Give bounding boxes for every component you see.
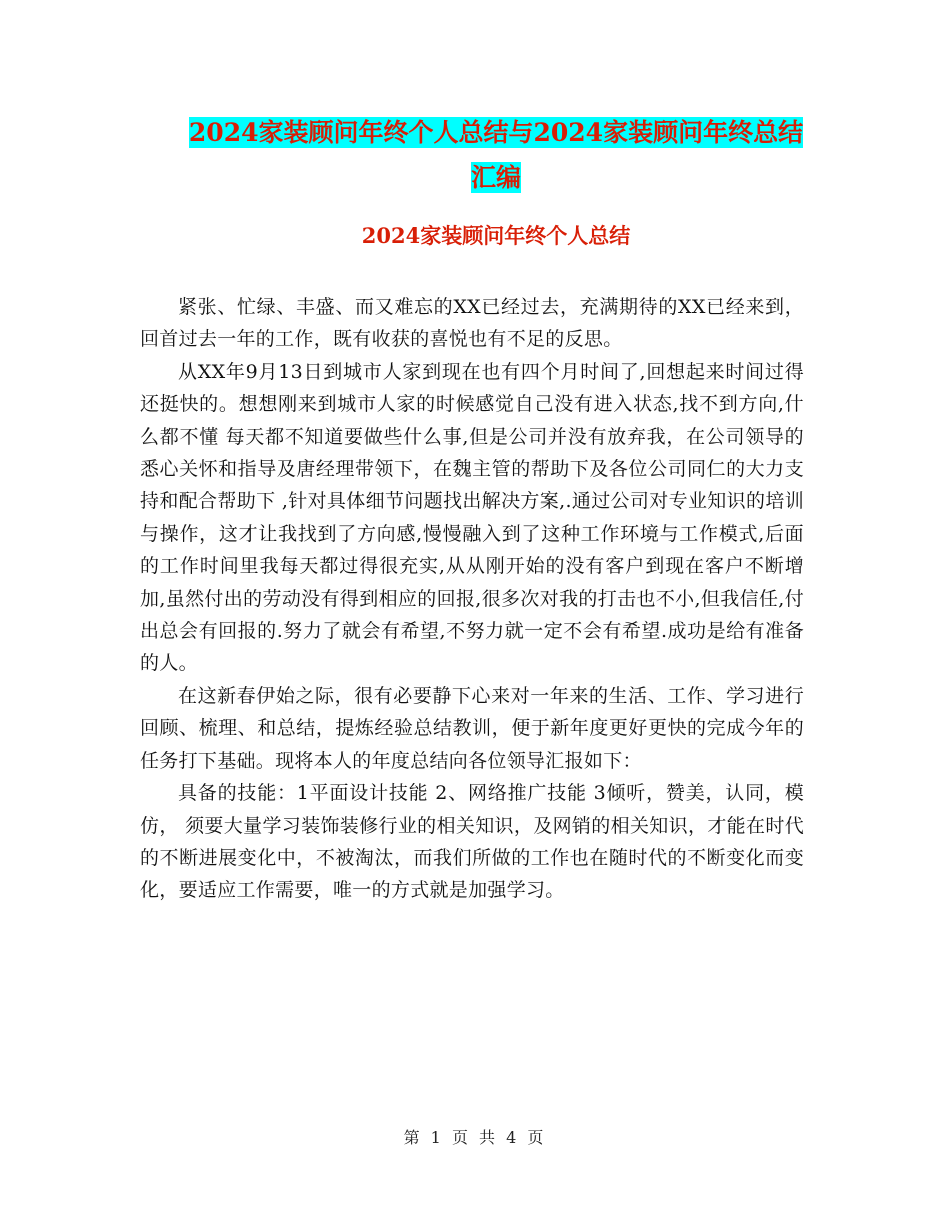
paragraph: 从XX年9月13日到城市人家到现在也有四个月时间了,回想起来时间过得还挺快的。想想刚来到城市人家的时候感觉自己没有进入状态,找不到方向,什么都不懂 每天都不知道要做些什么事,但是公司并没有放弃我，在公司领导的悉心关怀和指导及唐经理带领下，在魏主管的帮助下及各位公司同仁的大力支持和配合帮助下 ,针对具体细节问题找出解决方案,.通过公司对专业知识的培训与操作，这才让我找到了方向感,慢慢融入到了这种工作环境与工作模式,后面的工作时间里我每天都过得很充实,从从刚开始的没有客户到现在客户不断增加,虽然付出的劳动没有得到相应的回报,很多次对我的打击也不小,但我信任,付出总会有回报的.努力了就会有希望,不努力就一定不会有希望.成功是给有准备的人。 xyxy=(140,360,804,675)
section-subtitle: 2024家装顾问年终个人总结 xyxy=(361,223,631,248)
body-text xyxy=(140,291,804,907)
paragraph: 在这新春伊始之际，很有必要静下心来对一年来的生活、工作、学习进行回顾、梳理、和总结，提炼经验总结教训，便于新年度更好更快的完成今年的任务打下基础。现将本人的年度总结向各位领导汇报如下： xyxy=(140,684,804,772)
page-footer: 第 1 页 共 4 页 xyxy=(403,1128,547,1147)
document-title xyxy=(140,110,852,200)
paragraph: 具备的技能：1平面设计技能 2、网络推广技能 3倾听，赞美，认同，模仿， 须要大量学习装饰装修行业的相关知识，及网销的相关知识，才能在时代的不断进展变化中，不被淘汰，而我们所做的工作也在随时代的不断变化而变化，要适应工作需要，唯一的方式就是加强学习。 xyxy=(140,782,804,902)
title-line-1: 2024家装顾问年终个人总结与2024家装顾问年终总结 xyxy=(188,118,804,147)
title-line-2: 汇编 xyxy=(470,163,521,192)
paragraph: 紧张、忙绿、丰盛、而又难忘的XX已经过去，充满期待的XX已经来到，回首过去一年的工作，既有收获的喜悦也有不足的反思。 xyxy=(140,296,804,351)
